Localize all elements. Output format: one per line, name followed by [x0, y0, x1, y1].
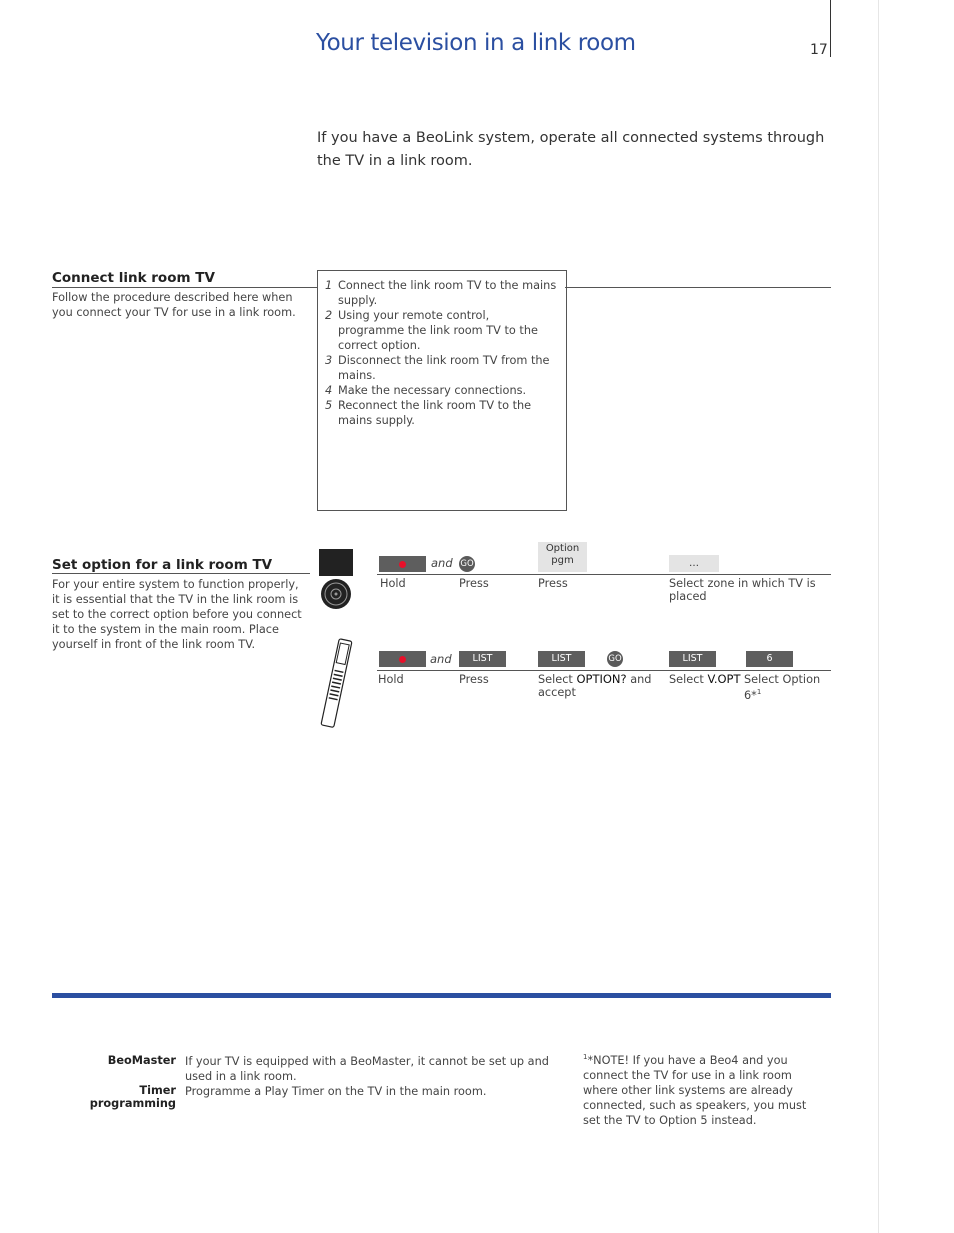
beomaster-term: BeoMaster — [107, 1054, 176, 1067]
row2-label-press: Press — [459, 673, 489, 686]
row2-label-select-vopt: Select V.OPT — [669, 672, 741, 686]
red-button — [379, 556, 426, 572]
digit-6-button: 6 — [746, 651, 793, 667]
list-button: LIST — [538, 651, 585, 667]
beomaster-text: If your TV is equipped with a BeoMaster, it cannot be set up and used in a link room. — [185, 1055, 549, 1083]
step-item: 4 Make the necessary connections. — [325, 384, 527, 397]
red-button — [379, 651, 426, 667]
row2-label-hold: Hold — [378, 673, 404, 686]
connect-rule-right — [565, 287, 831, 288]
step-item: 2 Using your remote control, programme the link room TV to the correct option. — [325, 309, 538, 352]
beo5-remote-icon — [319, 549, 353, 610]
connect-heading: Connect link room TV — [52, 270, 215, 286]
row1-label-press2: Press — [538, 577, 568, 590]
row1-label-hold: Hold — [380, 577, 406, 590]
set-option-description: For your entire system to function properly, it is essential that the TV in the link room is set to the correct option before you connect it to the system in the main room. Place yourself in front of the link room TV. — [52, 578, 302, 651]
intro-text: If you have a BeoLink system, operate all connected systems through the TV in a link room. — [317, 130, 825, 169]
timer-term: Timer programming — [89, 1084, 176, 1110]
step-item: 1 Connect the link room TV to the mains supply. — [325, 279, 557, 307]
and-label: and — [430, 652, 452, 666]
section-divider-bar — [52, 993, 831, 998]
timer-text: Programme a Play Timer on the TV in the main room. — [185, 1085, 487, 1098]
go-button: GO — [607, 651, 623, 667]
connect-rule-left — [52, 287, 317, 288]
step-item: 5 Reconnect the link room TV to the mains supply. — [325, 399, 532, 427]
page-edge-rule — [878, 0, 879, 1233]
row1-label-select-zone: Select zone in which TV is placed — [669, 577, 816, 603]
set-option-heading: Set option for a link room TV — [52, 557, 273, 573]
set-option-rule-left — [52, 573, 310, 574]
go-button: GO — [459, 556, 475, 572]
ellipsis-button: … — [669, 555, 719, 572]
row2-label-select-option: Select OPTION? and accept — [538, 672, 652, 699]
and-label: and — [431, 556, 453, 570]
header-rule — [830, 0, 831, 57]
row1-rule — [377, 574, 831, 575]
steps-list — [325, 278, 557, 428]
option-pgm-button: Option pgm — [538, 542, 587, 572]
row1-label-press: Press — [459, 577, 489, 590]
list-button: LIST — [669, 651, 716, 667]
page-number: 17 — [810, 42, 828, 58]
connect-description: Follow the procedure described here when you connect your TV for use in a link room. — [52, 291, 296, 319]
list-button: LIST — [459, 651, 506, 667]
page-title: Your television in a link room — [316, 30, 636, 56]
row2-label-select-option-6: Select Option 6*$^1$ — [744, 673, 821, 702]
beo4-remote-icon — [318, 637, 354, 729]
note-text: $^1$*NOTE! If you have a Beo4 and you connect the TV for use in a link room where other link systems are already connected, such as speakers, you must set the TV to Option 5 instead. — [583, 1053, 807, 1127]
row2-rule — [377, 670, 831, 671]
step-item: 3 Disconnect the link room TV from the mains. — [325, 354, 550, 382]
